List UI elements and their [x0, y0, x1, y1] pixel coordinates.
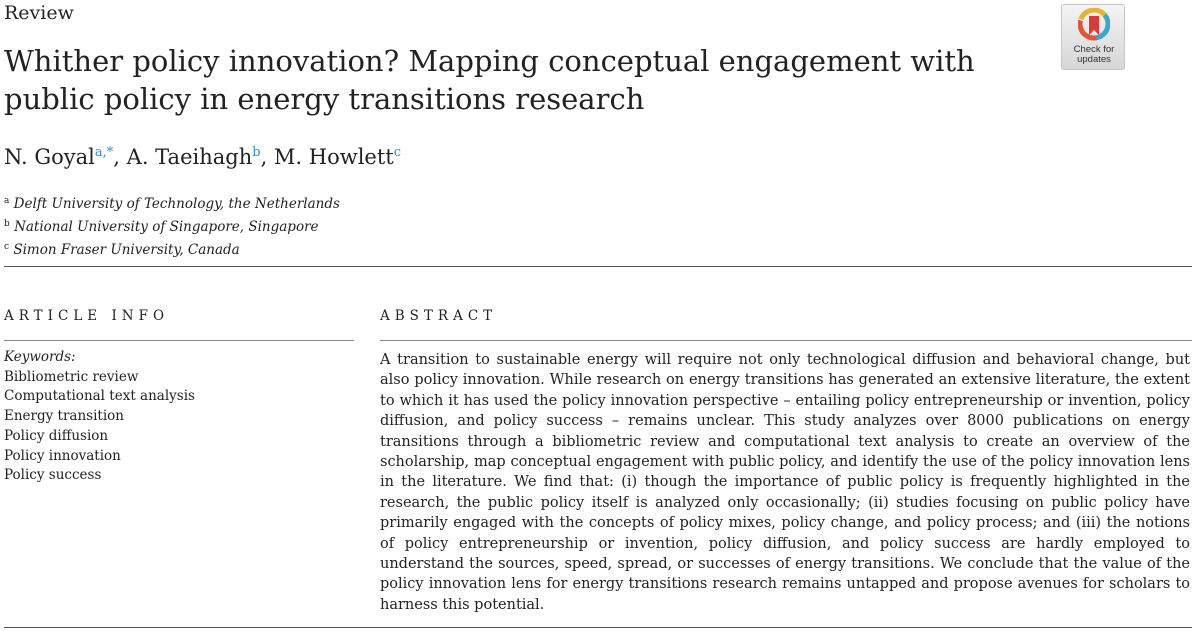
keyword-item: Policy diffusion: [4, 427, 109, 444]
keyword-item: Computational text analysis: [4, 388, 195, 405]
affiliation-list: [4, 191, 340, 260]
affiliation-item: [4, 191, 340, 214]
bottom-divider: [4, 627, 1192, 628]
affiliation-marker: b: [4, 219, 10, 229]
affiliation-item: [4, 214, 340, 237]
keyword-item: Policy innovation: [4, 447, 121, 464]
keyword-item: Bibliometric review: [4, 368, 139, 385]
check-for-updates-button[interactable]: [1061, 4, 1125, 70]
article-info-divider: [4, 340, 354, 341]
keywords-block: [4, 348, 195, 486]
author-separator: ,: [260, 145, 274, 169]
badge-line-2: updates: [1077, 54, 1111, 65]
abstract-heading: ABSTRACT: [380, 308, 498, 324]
affiliation-text: National University of Singapore, Singapore: [14, 219, 319, 235]
keywords-label: Keywords:: [4, 349, 76, 365]
badge-line-1: Check for: [1073, 44, 1115, 55]
affiliation-text: Simon Fraser University, Canada: [13, 242, 240, 258]
affiliation-marker: a: [4, 196, 10, 206]
author-affiliation-ref[interactable]: b: [252, 145, 261, 160]
keyword-item: Policy success: [4, 467, 102, 484]
author-list: [4, 145, 401, 169]
author-affiliation-ref[interactable]: a,*: [94, 145, 114, 160]
keyword-item: Energy transition: [4, 408, 124, 425]
author-name[interactable]: A. Taeihagh: [126, 145, 253, 169]
article-type-label: Review: [4, 2, 74, 24]
article-title: Whither policy innovation? Mapping conceptual engagement with public policy in energy transitions research: [4, 44, 975, 116]
abstract-divider: [380, 340, 1192, 341]
bookmark-ribbon-icon: [1078, 8, 1110, 44]
author-affiliation-ref[interactable]: c: [393, 145, 402, 160]
author-separator: ,: [113, 145, 127, 169]
affiliation-marker: c: [4, 242, 10, 252]
article-info-heading: ARTICLE INFO: [4, 308, 170, 324]
section-divider: [4, 266, 1192, 267]
badge-label: [1062, 45, 1126, 65]
affiliation-text: Delft University of Technology, the Netherlands: [13, 196, 340, 212]
author-name[interactable]: N. Goyal: [4, 145, 95, 169]
abstract-text: A transition to sustainable energy will require not only technological diffusion and behavioral change, but also policy innovation. While research on energy transitions has generated an extensive literature, the extent to which it has used the policy innovation perspective – entailing policy entrepreneurship or invention, policy diffusion, and policy success – remains unclear. This study analyzes over 8000 publications on energy transitions through a bibliometric review and computational text analysis to create an overview of the scholarship, map conceptual engagement with public policy, and identify the use of the policy innovation lens in the literature. We find that: (i) though the importance of public policy is frequently highlighted in the research, the public policy itself is analyzed only occasionally; (ii) studies focusing on public policy have primarily engaged with the concepts of policy mixes, policy change, and policy process; and (iii) the notions of policy entrepreneurship or invention, policy diffusion, and policy success are hardly employed to understand the sources, speed, spread, or successes of energy transitions. We conclude that the value of the policy innovation lens for energy transitions research remains untapped and propose avenues for scholars to harness this potential.: [380, 352, 1190, 613]
affiliation-item: [4, 237, 340, 260]
author-name[interactable]: M. Howlett: [273, 145, 394, 169]
